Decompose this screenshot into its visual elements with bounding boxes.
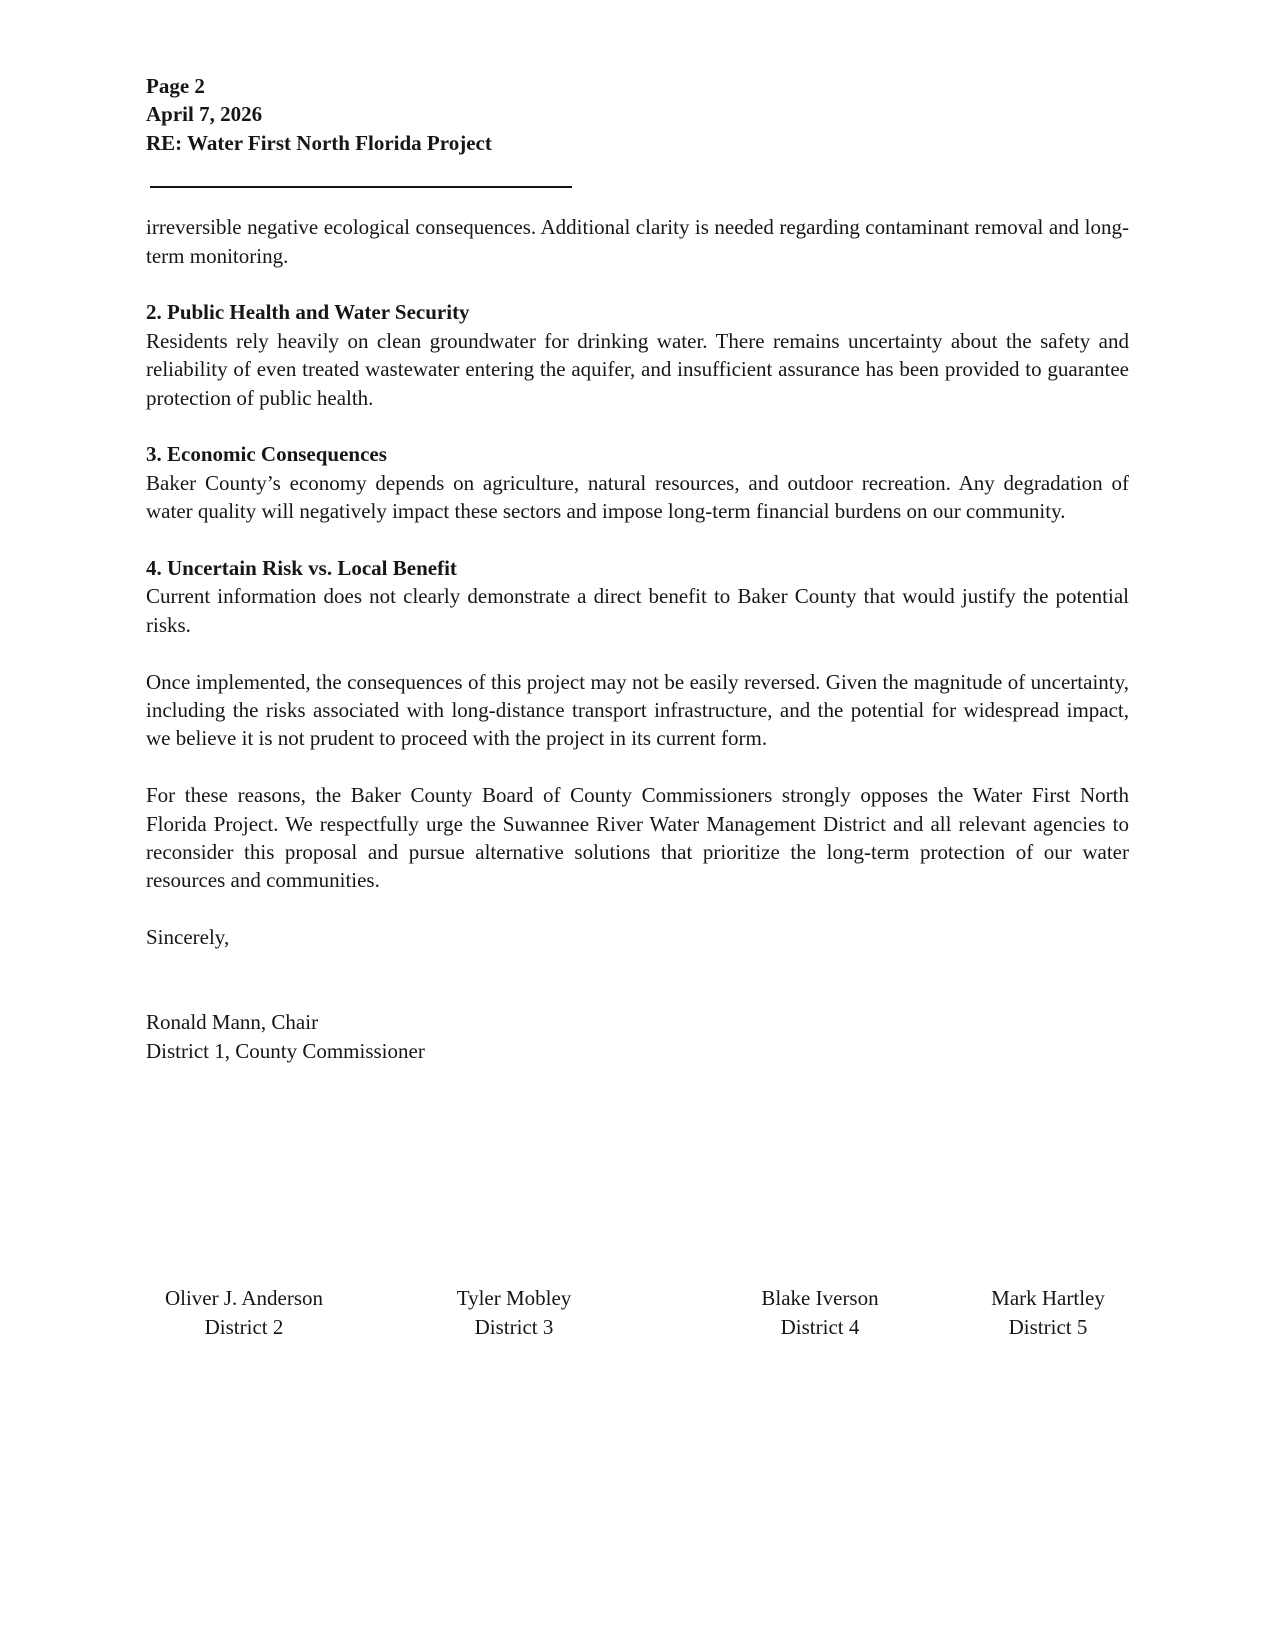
section-body-public-health: Residents rely heavily on clean groundwater for drinking water. There remains uncertainty about the safety and reliability of even treated wastewater entering the aquifer, and insufficient assurance has been provided to guarantee protection of public health. xyxy=(146,328,1129,410)
valediction: Sincerely, xyxy=(146,925,230,950)
commissioner-district: District 4 xyxy=(780,1314,860,1339)
commissioner-district: District 2 xyxy=(204,1314,284,1339)
section-heading-risk-benefit: 4. Uncertain Risk vs. Local Benefit xyxy=(146,556,457,581)
commissioner-block xyxy=(457,1284,572,1341)
chair-district-line: District 1, County Commissioner xyxy=(146,1038,425,1063)
paragraph-reversibility: Once implemented, the consequences of this project may not be easily reversed. Given the magnitude of uncertainty, including the risks associated with long-distance transport infrastructure, and the potential for widespread impact, we believe it is not prudent to proceed with the project in its current form. xyxy=(146,669,1129,751)
header-divider-line xyxy=(150,186,572,188)
commissioner-name: Oliver J. Anderson xyxy=(164,1286,324,1310)
section-heading-public-health: 2. Public Health and Water Security xyxy=(146,300,470,325)
commissioner-block xyxy=(165,1284,323,1341)
commissioner-block xyxy=(991,1284,1105,1341)
commissioner-block xyxy=(761,1284,878,1341)
subject-line: RE: Water First North Florida Project xyxy=(146,130,492,155)
section-body-risk-benefit: Current information does not clearly demonstrate a direct benefit to Baker County that would justify the potential risks. xyxy=(146,584,1129,637)
paragraph-conclusion: For these reasons, the Baker County Board of County Commissioners strongly opposes the Water First North Florida Project. We respectfully urge the Suwannee River Water Management District and all relevant agencies to reconsider this proposal and pursue alternative solutions that prioritize the long-term protection of our water resources and communities. xyxy=(146,783,1129,893)
section-heading-economic: 3. Economic Consequences xyxy=(146,442,387,467)
chair-name-line: Ronald Mann, Chair xyxy=(146,1010,319,1035)
chair-signature-block xyxy=(146,1008,1129,1065)
commissioner-name: Mark Hartley xyxy=(991,1286,1105,1310)
section-body-economic: Baker County’s economy depends on agriculture, natural resources, and outdoor recreation. Any degradation of water quality will negatively impact these sectors and impose long-term financial burdens on our community. xyxy=(146,470,1129,524)
commissioner-name: Tyler Mobley xyxy=(456,1286,572,1310)
commissioner-district: District 3 xyxy=(474,1314,554,1339)
page-number-label: Page 2 xyxy=(146,74,205,98)
commissioner-name: Blake Iverson xyxy=(761,1286,879,1310)
paragraph-intro-continuation: irreversible negative ecological consequences. Additional clarity is needed regarding contaminant removal and long-term monitoring. xyxy=(146,215,1129,268)
commissioners-signature-row xyxy=(0,1284,1275,1344)
letter-header xyxy=(146,72,1129,157)
commissioner-district: District 5 xyxy=(1008,1314,1088,1339)
date-line: April 7, 2026 xyxy=(146,102,263,127)
